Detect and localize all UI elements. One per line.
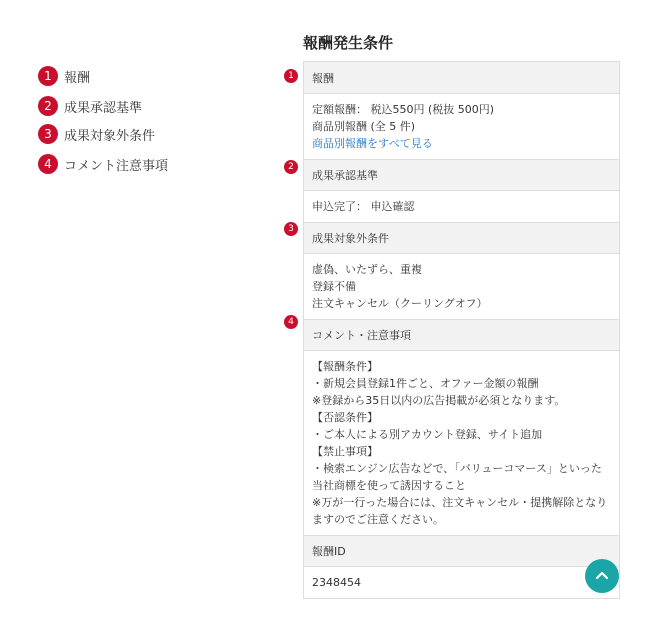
comment-line: ※登録から35日以内の広告掲載が必須となります。	[312, 394, 566, 407]
marker-badge-comment: 4	[284, 315, 298, 329]
comment-line: 【報酬条件】	[312, 360, 378, 373]
excluded-body	[304, 253, 619, 319]
legend-item-excluded	[38, 124, 155, 144]
legend-label: 報酬	[64, 70, 91, 86]
marker-badge-reward: 1	[284, 69, 298, 83]
view-all-product-rewards-link[interactable]: 商品別報酬をすべて見る	[312, 137, 433, 150]
legend-label: コメント注意事項	[64, 158, 169, 174]
comment-line: ますのでご注意ください。	[312, 513, 444, 526]
comment-body	[304, 350, 619, 535]
back-to-top-button[interactable]	[585, 559, 619, 593]
legend-number-badge: 1	[38, 66, 58, 86]
legend-label: 成果承認基準	[64, 100, 143, 116]
excluded-line: 虚偽、いたずら、重複	[312, 263, 422, 276]
legend-label: 成果対象外条件	[64, 128, 156, 144]
approval-body: 申込完了： 申込確認	[304, 190, 619, 222]
reward-id-value: 2348454	[304, 566, 619, 598]
fixed-reward-text: 定額報酬： 税込550円 (税抜 500円)	[312, 103, 495, 116]
marker-badge-approval: 2	[284, 160, 298, 174]
legend-item-reward	[38, 66, 90, 86]
comment-line: ・検索エンジン広告などで、「バリューコマース」といった	[312, 462, 602, 475]
comment-line: ・新規会員登録1件ごと、オファー金額の報酬	[312, 377, 539, 390]
legend-number-badge: 4	[38, 154, 58, 174]
legend-item-comment	[38, 154, 168, 174]
page-title: 報酬発生条件	[303, 34, 394, 52]
chevron-up-icon	[594, 568, 610, 584]
comment-line: 【否認条件】	[312, 411, 378, 424]
comment-line: 当社商標を使って誘因すること	[312, 479, 466, 492]
comment-line: ・ご本人による別アカウント登録、サイト追加	[312, 428, 543, 441]
comment-line: 【禁止事項】	[312, 445, 378, 458]
excluded-line: 登録不備	[312, 280, 356, 293]
excluded-header: 成果対象外条件	[304, 222, 619, 253]
approval-header: 成果承認基準	[304, 159, 619, 190]
excluded-line: 注文キャンセル（クーリングオフ）	[312, 297, 488, 310]
conditions-panel	[303, 61, 620, 599]
comment-line: ※万が一行った場合には、注文キャンセル・提携解除となり	[312, 496, 608, 509]
reward-id-header: 報酬ID	[304, 535, 619, 566]
comment-header: コメント・注意事項	[304, 319, 619, 350]
product-reward-count: 商品別報酬 (全 5 件)	[312, 120, 416, 133]
marker-badge-excluded: 3	[284, 222, 298, 236]
reward-body	[304, 93, 619, 159]
legend-number-badge: 3	[38, 124, 58, 144]
reward-header: 報酬	[304, 62, 619, 93]
legend-item-approval	[38, 96, 142, 116]
legend-number-badge: 2	[38, 96, 58, 116]
